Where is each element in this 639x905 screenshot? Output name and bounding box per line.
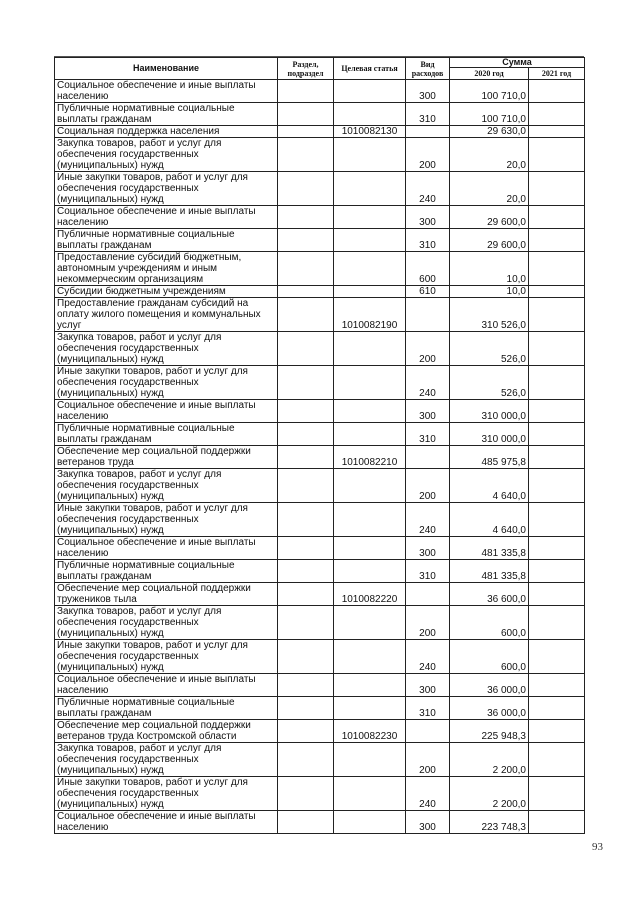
row-name: Социальное обеспечение и иные выплаты населению [55, 811, 278, 834]
header-year-2020: 2020 год [450, 68, 529, 80]
row-type: 300 [406, 811, 450, 834]
row-name: Предоставление гражданам субсидий на оплату жилого помещения и коммунальных услуг [55, 298, 278, 332]
row-section [278, 469, 334, 503]
row-sum-2021 [529, 423, 585, 446]
row-type [406, 720, 450, 743]
row-section [278, 560, 334, 583]
table-row [55, 743, 585, 777]
row-type: 310 [406, 697, 450, 720]
table-row [55, 126, 585, 138]
header-name: Наименование [55, 58, 278, 80]
row-sum-2021 [529, 640, 585, 674]
row-sum-2021 [529, 138, 585, 172]
row-name: Публичные нормативные социальные выплаты гражданам [55, 423, 278, 446]
row-section [278, 400, 334, 423]
row-sum-2021 [529, 206, 585, 229]
row-sum-2021 [529, 172, 585, 206]
row-sum-2020: 36 600,0 [450, 583, 529, 606]
row-target: 1010082210 [334, 446, 406, 469]
row-sum-2020: 526,0 [450, 366, 529, 400]
table-row [55, 332, 585, 366]
row-name: Иные закупки товаров, работ и услуг для обеспечения государственных (муниципальных) нужд [55, 640, 278, 674]
row-name: Предоставление субсидий бюджетным, автономным учреждениям и иным некоммерческим организациям [55, 252, 278, 286]
table-row [55, 252, 585, 286]
row-name: Публичные нормативные социальные выплаты гражданам [55, 697, 278, 720]
row-type: 310 [406, 560, 450, 583]
row-name: Социальное обеспечение и иные выплаты населению [55, 80, 278, 103]
row-type [406, 126, 450, 138]
table-row [55, 560, 585, 583]
table-row [55, 366, 585, 400]
row-target [334, 811, 406, 834]
row-sum-2020: 20,0 [450, 172, 529, 206]
row-sum-2020: 36 000,0 [450, 697, 529, 720]
row-sum-2020: 36 000,0 [450, 674, 529, 697]
table-row [55, 446, 585, 469]
row-section [278, 229, 334, 252]
row-sum-2021 [529, 503, 585, 537]
row-section [278, 252, 334, 286]
row-sum-2021 [529, 126, 585, 138]
row-target: 1010082190 [334, 298, 406, 332]
row-sum-2021 [529, 697, 585, 720]
row-target [334, 423, 406, 446]
row-type: 240 [406, 503, 450, 537]
row-target [334, 229, 406, 252]
row-sum-2020: 310 000,0 [450, 400, 529, 423]
row-name: Обеспечение мер социальной поддержки тружеников тыла [55, 583, 278, 606]
row-type: 300 [406, 80, 450, 103]
row-section [278, 126, 334, 138]
row-sum-2021 [529, 537, 585, 560]
row-sum-2020: 4 640,0 [450, 469, 529, 503]
row-name: Обеспечение мер социальной поддержки ветеранов труда [55, 446, 278, 469]
row-type: 300 [406, 400, 450, 423]
row-type: 200 [406, 332, 450, 366]
row-sum-2021 [529, 720, 585, 743]
table-header [55, 58, 585, 80]
row-name: Публичные нормативные социальные выплаты гражданам [55, 103, 278, 126]
row-type: 240 [406, 777, 450, 811]
row-target [334, 777, 406, 811]
row-sum-2020: 225 948,3 [450, 720, 529, 743]
row-sum-2020: 29 630,0 [450, 126, 529, 138]
row-sum-2021 [529, 674, 585, 697]
header-target: Целевая статья [334, 58, 406, 80]
row-target [334, 469, 406, 503]
row-section [278, 423, 334, 446]
row-sum-2020: 100 710,0 [450, 80, 529, 103]
row-section [278, 138, 334, 172]
row-sum-2021 [529, 252, 585, 286]
table-row [55, 206, 585, 229]
row-type: 240 [406, 366, 450, 400]
row-name: Закупка товаров, работ и услуг для обеспечения государственных (муниципальных) нужд [55, 743, 278, 777]
row-sum-2021 [529, 606, 585, 640]
row-target [334, 80, 406, 103]
row-target [334, 537, 406, 560]
row-sum-2020: 100 710,0 [450, 103, 529, 126]
row-name: Публичные нормативные социальные выплаты гражданам [55, 560, 278, 583]
row-target [334, 366, 406, 400]
row-section [278, 172, 334, 206]
row-target [334, 206, 406, 229]
row-target [334, 286, 406, 298]
row-sum-2020: 223 748,3 [450, 811, 529, 834]
row-type: 200 [406, 469, 450, 503]
row-sum-2020: 600,0 [450, 640, 529, 674]
row-target [334, 697, 406, 720]
row-sum-2021 [529, 400, 585, 423]
row-section [278, 446, 334, 469]
row-sum-2020: 526,0 [450, 332, 529, 366]
row-sum-2020: 29 600,0 [450, 229, 529, 252]
row-section [278, 720, 334, 743]
row-target [334, 743, 406, 777]
row-section [278, 606, 334, 640]
row-name: Социальное обеспечение и иные выплаты населению [55, 674, 278, 697]
row-sum-2021 [529, 446, 585, 469]
row-type: 310 [406, 229, 450, 252]
row-type [406, 446, 450, 469]
row-name: Закупка товаров, работ и услуг для обеспечения государственных (муниципальных) нужд [55, 469, 278, 503]
row-type [406, 583, 450, 606]
table-row [55, 229, 585, 252]
table-row [55, 80, 585, 103]
row-sum-2021 [529, 777, 585, 811]
row-type: 300 [406, 674, 450, 697]
row-target [334, 103, 406, 126]
row-type: 200 [406, 743, 450, 777]
row-type [406, 298, 450, 332]
row-type: 610 [406, 286, 450, 298]
row-sum-2021 [529, 583, 585, 606]
row-type: 600 [406, 252, 450, 286]
header-sum: Сумма [450, 58, 585, 68]
row-section [278, 743, 334, 777]
row-name: Социальное обеспечение и иные выплаты населению [55, 206, 278, 229]
row-target: 1010082220 [334, 583, 406, 606]
row-section [278, 697, 334, 720]
row-name: Социальное обеспечение и иные выплаты населению [55, 400, 278, 423]
row-section [278, 366, 334, 400]
page-number: 93 [592, 841, 603, 853]
table-row [55, 172, 585, 206]
row-sum-2021 [529, 811, 585, 834]
row-section [278, 583, 334, 606]
table-body [55, 80, 585, 834]
row-name: Закупка товаров, работ и услуг для обеспечения государственных (муниципальных) нужд [55, 606, 278, 640]
row-section [278, 80, 334, 103]
row-type: 200 [406, 138, 450, 172]
row-sum-2020: 600,0 [450, 606, 529, 640]
row-section [278, 811, 334, 834]
row-section [278, 674, 334, 697]
table-row [55, 674, 585, 697]
row-name: Иные закупки товаров, работ и услуг для обеспечения государственных (муниципальных) нужд [55, 777, 278, 811]
row-section [278, 298, 334, 332]
row-target [334, 252, 406, 286]
row-name: Публичные нормативные социальные выплаты гражданам [55, 229, 278, 252]
row-sum-2020: 4 640,0 [450, 503, 529, 537]
row-sum-2020: 2 200,0 [450, 777, 529, 811]
row-section [278, 640, 334, 674]
row-type: 240 [406, 172, 450, 206]
table-row [55, 777, 585, 811]
row-target [334, 606, 406, 640]
row-target [334, 503, 406, 537]
row-name: Закупка товаров, работ и услуг для обеспечения государственных (муниципальных) нужд [55, 138, 278, 172]
row-target [334, 172, 406, 206]
row-sum-2021 [529, 298, 585, 332]
row-target [334, 674, 406, 697]
table-row [55, 640, 585, 674]
table-row [55, 720, 585, 743]
row-section [278, 503, 334, 537]
row-target [334, 332, 406, 366]
row-target [334, 400, 406, 423]
row-section [278, 332, 334, 366]
row-sum-2021 [529, 366, 585, 400]
row-section [278, 537, 334, 560]
row-type: 300 [406, 537, 450, 560]
table-row [55, 583, 585, 606]
row-sum-2020: 310 000,0 [450, 423, 529, 446]
row-type: 240 [406, 640, 450, 674]
row-target: 1010082130 [334, 126, 406, 138]
row-section [278, 777, 334, 811]
budget-table [54, 57, 585, 834]
row-sum-2020: 2 200,0 [450, 743, 529, 777]
row-name: Иные закупки товаров, работ и услуг для обеспечения государственных (муниципальных) нужд [55, 172, 278, 206]
table-row [55, 286, 585, 298]
row-name: Субсидии бюджетным учреждениям [55, 286, 278, 298]
row-target [334, 560, 406, 583]
table-row [55, 469, 585, 503]
table-row [55, 423, 585, 446]
row-sum-2020: 10,0 [450, 286, 529, 298]
row-sum-2021 [529, 80, 585, 103]
table-row [55, 697, 585, 720]
table-row [55, 606, 585, 640]
row-section [278, 103, 334, 126]
header-type: Вид расходов [406, 58, 450, 80]
table-row [55, 503, 585, 537]
row-name: Иные закупки товаров, работ и услуг для обеспечения государственных (муниципальных) нужд [55, 503, 278, 537]
table-row [55, 537, 585, 560]
row-name: Закупка товаров, работ и услуг для обеспечения государственных (муниципальных) нужд [55, 332, 278, 366]
row-sum-2021 [529, 469, 585, 503]
row-sum-2021 [529, 332, 585, 366]
table-row [55, 811, 585, 834]
row-sum-2020: 29 600,0 [450, 206, 529, 229]
row-name: Социальная поддержка населения [55, 126, 278, 138]
row-sum-2020: 10,0 [450, 252, 529, 286]
row-sum-2021 [529, 560, 585, 583]
header-year-2021: 2021 год [529, 68, 585, 80]
row-sum-2021 [529, 103, 585, 126]
row-type: 310 [406, 103, 450, 126]
row-sum-2020: 310 526,0 [450, 298, 529, 332]
row-name: Обеспечение мер социальной поддержки ветеранов труда Костромской области [55, 720, 278, 743]
row-sum-2020: 485 975,8 [450, 446, 529, 469]
row-name: Социальное обеспечение и иные выплаты населению [55, 537, 278, 560]
table-row [55, 298, 585, 332]
row-target [334, 640, 406, 674]
row-type: 300 [406, 206, 450, 229]
row-sum-2021 [529, 229, 585, 252]
row-sum-2020: 481 335,8 [450, 537, 529, 560]
row-type: 200 [406, 606, 450, 640]
row-name: Иные закупки товаров, работ и услуг для обеспечения государственных (муниципальных) нужд [55, 366, 278, 400]
row-type: 310 [406, 423, 450, 446]
table-row [55, 103, 585, 126]
row-sum-2021 [529, 286, 585, 298]
row-section [278, 286, 334, 298]
row-target: 1010082230 [334, 720, 406, 743]
row-sum-2021 [529, 743, 585, 777]
row-target [334, 138, 406, 172]
header-section: Раздел, подраздел [278, 58, 334, 80]
table-row [55, 400, 585, 423]
row-section [278, 206, 334, 229]
table-row [55, 138, 585, 172]
row-sum-2020: 20,0 [450, 138, 529, 172]
row-sum-2020: 481 335,8 [450, 560, 529, 583]
